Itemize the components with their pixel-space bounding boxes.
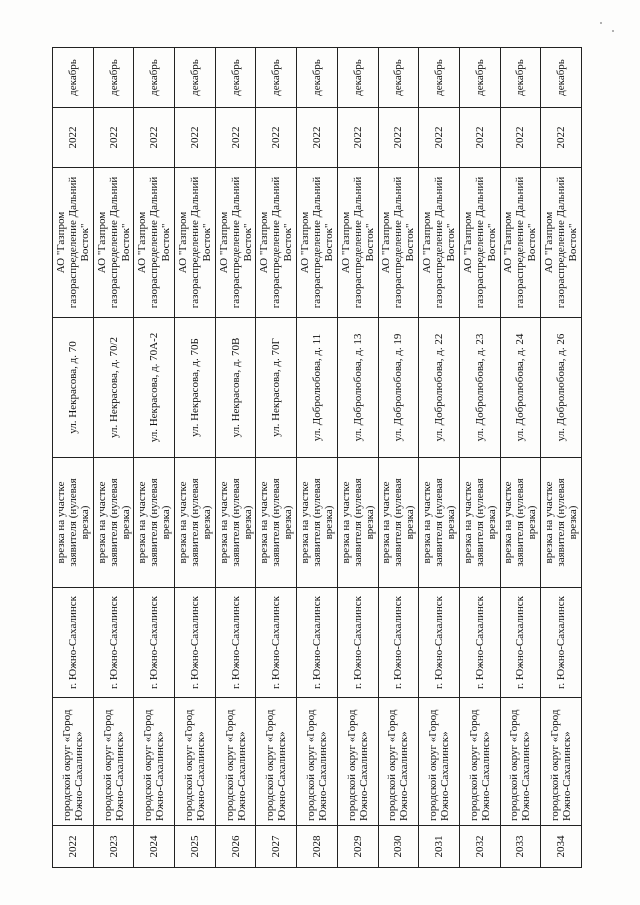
cell-num: 2023 <box>93 826 134 868</box>
cell-month: декабрь <box>500 48 541 108</box>
cell-city: г. Южно-Сахалинск <box>378 588 419 698</box>
cell-okrug: городской округ «Город Южно-Сахалинск» <box>93 698 134 826</box>
cell-addr: ул. Некрасова, д. 70 <box>53 318 94 458</box>
cell-num: 2028 <box>297 826 338 868</box>
cell-num: 2033 <box>500 826 541 868</box>
cell-num: 2031 <box>419 826 460 868</box>
table-row <box>134 48 175 868</box>
cell-month: декабрь <box>297 48 338 108</box>
cell-city: г. Южно-Сахалинск <box>215 588 256 698</box>
table-row <box>215 48 256 868</box>
cell-city: г. Южно-Сахалинск <box>297 588 338 698</box>
cell-type: врезка на участке заявителя (нулевая врезка) <box>337 458 378 588</box>
cell-month: декабрь <box>53 48 94 108</box>
cell-okrug: городской округ «Город Южно-Сахалинск» <box>541 698 582 826</box>
cell-type: врезка на участке заявителя (нулевая врезка) <box>256 458 297 588</box>
cell-city: г. Южно-Сахалинск <box>337 588 378 698</box>
cell-num: 2025 <box>175 826 216 868</box>
cell-month: декабрь <box>93 48 134 108</box>
cell-month: декабрь <box>215 48 256 108</box>
cell-year: 2022 <box>459 108 500 168</box>
cell-year: 2022 <box>500 108 541 168</box>
table-row <box>175 48 216 868</box>
cell-addr: ул. Некрасова, д. 70/2 <box>93 318 134 458</box>
cell-org: АО "Газпром газораспределение Дальний Восток" <box>93 168 134 318</box>
table-row <box>93 48 134 868</box>
cell-num: 2034 <box>541 826 582 868</box>
table-row <box>337 48 378 868</box>
rotated-table-container <box>52 48 582 868</box>
cell-addr: ул. Некрасова, д. 70Г <box>256 318 297 458</box>
table-row <box>297 48 338 868</box>
cell-okrug: городской округ «Город Южно-Сахалинск» <box>337 698 378 826</box>
gasification-schedule-table <box>52 47 582 868</box>
cell-month: декабрь <box>378 48 419 108</box>
cell-okrug: городской округ «Город Южно-Сахалинск» <box>500 698 541 826</box>
cell-year: 2022 <box>256 108 297 168</box>
table-row <box>256 48 297 868</box>
cell-org: АО "Газпром газораспределение Дальний Восток" <box>215 168 256 318</box>
cell-city: г. Южно-Сахалинск <box>175 588 216 698</box>
cell-addr: ул. Некрасова, д. 70А-2 <box>134 318 175 458</box>
table-row <box>459 48 500 868</box>
cell-org: АО "Газпром газораспределение Дальний Восток" <box>541 168 582 318</box>
cell-city: г. Южно-Сахалинск <box>541 588 582 698</box>
cell-type: врезка на участке заявителя (нулевая врезка) <box>500 458 541 588</box>
cell-type: врезка на участке заявителя (нулевая врезка) <box>297 458 338 588</box>
cell-addr: ул. Добролюбова, д. 23 <box>459 318 500 458</box>
cell-num: 2030 <box>378 826 419 868</box>
cell-addr: ул. Добролюбова, д. 19 <box>378 318 419 458</box>
cell-okrug: городской округ «Город Южно-Сахалинск» <box>459 698 500 826</box>
cell-year: 2022 <box>419 108 460 168</box>
table-row <box>500 48 541 868</box>
cell-num: 2032 <box>459 826 500 868</box>
cell-okrug: городской округ «Город Южно-Сахалинск» <box>175 698 216 826</box>
cell-addr: ул. Добролюбова, д. 26 <box>541 318 582 458</box>
cell-type: врезка на участке заявителя (нулевая врезка) <box>378 458 419 588</box>
table-row <box>378 48 419 868</box>
cell-year: 2022 <box>134 108 175 168</box>
cell-city: г. Южно-Сахалинск <box>93 588 134 698</box>
cell-city: г. Южно-Сахалинск <box>53 588 94 698</box>
cell-type: врезка на участке заявителя (нулевая врезка) <box>541 458 582 588</box>
cell-num: 2026 <box>215 826 256 868</box>
cell-num: 2027 <box>256 826 297 868</box>
table-body <box>53 48 582 868</box>
cell-year: 2022 <box>215 108 256 168</box>
cell-city: г. Южно-Сахалинск <box>500 588 541 698</box>
cell-type: врезка на участке заявителя (нулевая врезка) <box>53 458 94 588</box>
cell-org: АО "Газпром газораспределение Дальний Восток" <box>175 168 216 318</box>
table-row <box>541 48 582 868</box>
table-row <box>419 48 460 868</box>
cell-year: 2022 <box>541 108 582 168</box>
cell-month: декабрь <box>337 48 378 108</box>
cell-type: врезка на участке заявителя (нулевая врезка) <box>459 458 500 588</box>
cell-month: декабрь <box>459 48 500 108</box>
cell-addr: ул. Добролюбова, д. 11 <box>297 318 338 458</box>
cell-okrug: городской округ «Город Южно-Сахалинск» <box>297 698 338 826</box>
scan-speck <box>600 22 602 24</box>
cell-type: врезка на участке заявителя (нулевая врезка) <box>215 458 256 588</box>
cell-okrug: городской округ «Город Южно-Сахалинск» <box>378 698 419 826</box>
scan-speck <box>612 30 614 32</box>
cell-city: г. Южно-Сахалинск <box>419 588 460 698</box>
cell-addr: ул. Добролюбова, д. 13 <box>337 318 378 458</box>
cell-org: АО "Газпром газораспределение Дальний Восток" <box>297 168 338 318</box>
cell-month: декабрь <box>256 48 297 108</box>
cell-org: АО "Газпром газораспределение Дальний Восток" <box>134 168 175 318</box>
cell-num: 2022 <box>53 826 94 868</box>
cell-org: АО "Газпром газораспределение Дальний Восток" <box>53 168 94 318</box>
cell-org: АО "Газпром газораспределение Дальний Восток" <box>500 168 541 318</box>
cell-month: декабрь <box>134 48 175 108</box>
cell-org: АО "Газпром газораспределение Дальний Восток" <box>378 168 419 318</box>
table-row <box>53 48 94 868</box>
cell-addr: ул. Добролюбова, д. 24 <box>500 318 541 458</box>
cell-org: АО "Газпром газораспределение Дальний Восток" <box>256 168 297 318</box>
cell-city: г. Южно-Сахалинск <box>459 588 500 698</box>
cell-year: 2022 <box>378 108 419 168</box>
cell-city: г. Южно-Сахалинск <box>134 588 175 698</box>
cell-year: 2022 <box>175 108 216 168</box>
cell-org: АО "Газпром газораспределение Дальний Восток" <box>419 168 460 318</box>
cell-type: врезка на участке заявителя (нулевая врезка) <box>93 458 134 588</box>
cell-type: врезка на участке заявителя (нулевая врезка) <box>134 458 175 588</box>
cell-okrug: городской округ «Город Южно-Сахалинск» <box>134 698 175 826</box>
cell-addr: ул. Некрасова, д. 70Б <box>175 318 216 458</box>
cell-year: 2022 <box>93 108 134 168</box>
cell-okrug: городской округ «Город Южно-Сахалинск» <box>419 698 460 826</box>
cell-addr: ул. Добролюбова, д. 22 <box>419 318 460 458</box>
cell-year: 2022 <box>53 108 94 168</box>
cell-month: декабрь <box>541 48 582 108</box>
cell-year: 2022 <box>297 108 338 168</box>
cell-num: 2029 <box>337 826 378 868</box>
cell-num: 2024 <box>134 826 175 868</box>
cell-month: декабрь <box>419 48 460 108</box>
cell-month: декабрь <box>175 48 216 108</box>
cell-org: АО "Газпром газораспределение Дальний Восток" <box>459 168 500 318</box>
cell-year: 2022 <box>337 108 378 168</box>
cell-city: г. Южно-Сахалинск <box>256 588 297 698</box>
cell-okrug: городской округ «Город Южно-Сахалинск» <box>53 698 94 826</box>
cell-org: АО "Газпром газораспределение Дальний Восток" <box>337 168 378 318</box>
cell-type: врезка на участке заявителя (нулевая врезка) <box>175 458 216 588</box>
cell-okrug: городской округ «Город Южно-Сахалинск» <box>215 698 256 826</box>
cell-type: врезка на участке заявителя (нулевая врезка) <box>419 458 460 588</box>
cell-okrug: городской округ «Город Южно-Сахалинск» <box>256 698 297 826</box>
cell-addr: ул. Некрасова, д. 70В <box>215 318 256 458</box>
